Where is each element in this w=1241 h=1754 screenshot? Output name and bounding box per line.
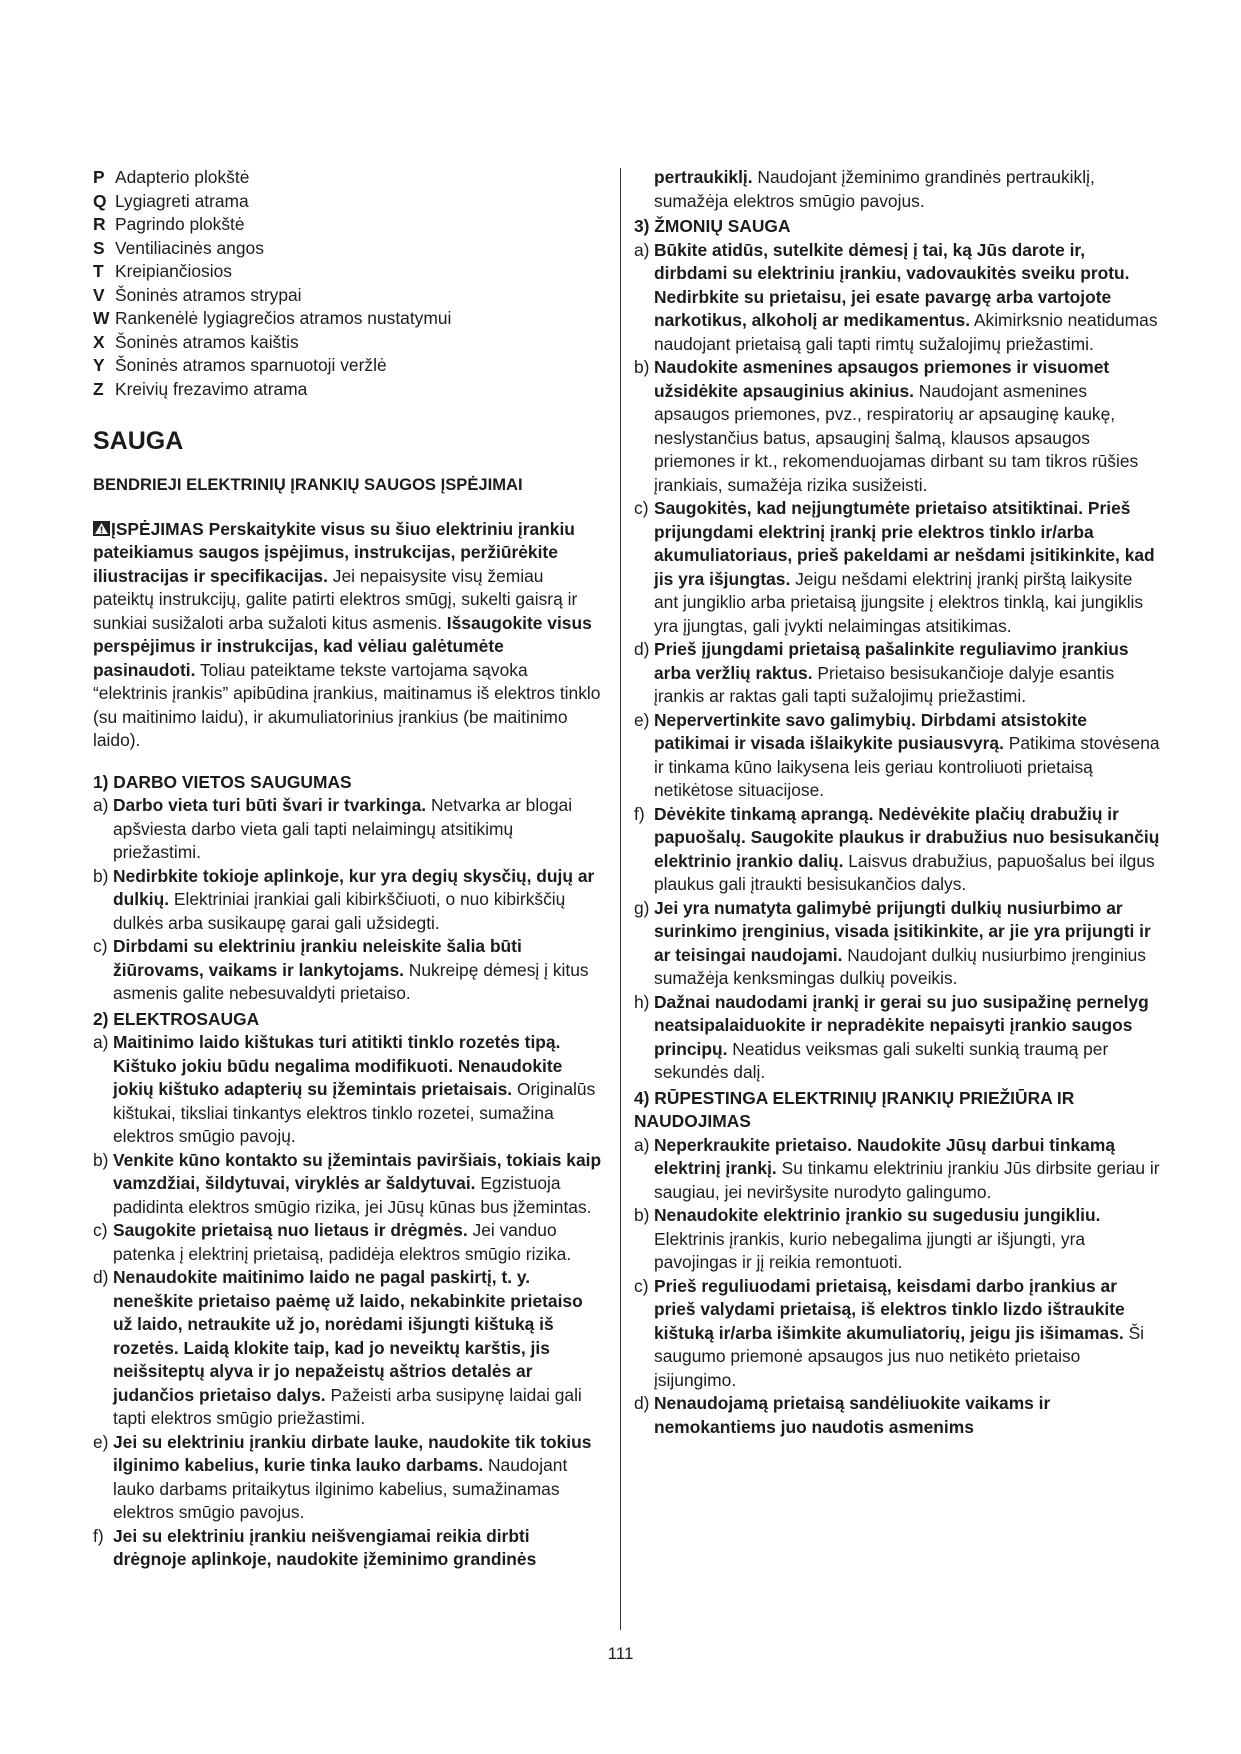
warning-triangle-icon xyxy=(93,521,110,536)
item-letter: a) xyxy=(93,1032,109,1052)
safety-item xyxy=(634,1204,1160,1275)
legend-key: P xyxy=(93,167,105,187)
legend-text: Ventiliacinės angos xyxy=(115,237,264,258)
section-work-area-safety xyxy=(93,771,605,1006)
right-column xyxy=(634,166,1160,1439)
page-number: 111 xyxy=(607,1644,634,1663)
item-bold-text: Darbo vieta turi būti švari ir tvarkinga. xyxy=(113,795,427,815)
item-text: Patikima stovėsena ir tinkama kūno laikysena leis geriau kontroliuoti prietaisą netikėtose situacijose. xyxy=(654,733,1160,800)
item-text: Laisvus drabužius, papuošalus bei ilgus plaukus gali įtraukti besisukančios dalys. xyxy=(654,850,1155,894)
item-text: Elektriniai įrankiai gali kibirkščiuoti, o nuo kibirkščių dulkės arba susikaupę garai gali užsidegti. xyxy=(113,889,566,933)
legend-key: W xyxy=(93,308,110,328)
category-heading: 4) RŪPESTINGA ELEKTRINIŲ ĮRANKIŲ PRIEŽIŪRA IR NAUDOJIMAS xyxy=(634,1087,1075,1131)
legend-row xyxy=(93,260,605,284)
item-letter: d) xyxy=(634,1393,650,1413)
item-text: Netvarka ar blogai apšviesta darbo vieta gali tapti nelaimingų atsitikimų priežastimi. xyxy=(113,795,573,862)
safety-item xyxy=(93,794,605,865)
column-divider xyxy=(620,168,621,1630)
safety-item xyxy=(93,1266,605,1431)
item-bold-text: Nedirbkite tokioje aplinkoje, kur yra degių skysčių, dujų ar dulkių. xyxy=(113,865,595,909)
legend-text: Šoninės atramos sparnuotoji veržlė xyxy=(115,355,387,375)
section-personal-safety xyxy=(634,215,1160,1085)
item-text: Elektrinis įrankis, kurio nebegalima įjungti ar išjungti, yra pavojingas ir jį reikia remontuoti. xyxy=(654,1228,1086,1272)
legend-text: Kreivių frezavimo atrama xyxy=(115,378,308,399)
section-tool-care xyxy=(634,1087,1160,1440)
safety-item xyxy=(634,638,1160,709)
item-letter: c) xyxy=(634,498,649,518)
continued-item-text xyxy=(634,166,1160,213)
safety-item xyxy=(634,1392,1160,1439)
safety-item xyxy=(93,1219,605,1266)
safety-item xyxy=(634,497,1160,638)
item-bold-text: Būkite atidūs, sutelkite dėmesį į tai, ką Jūs darote ir, dirbdami su elektriniu įrankiu, vadovaukitės sveiku protu. Nedirbkite su prietaisu, jei esate pavargę arba vartojote narkotikus, alkoholį ar medikamentus. xyxy=(654,239,1130,330)
item-letter: c) xyxy=(93,1220,108,1240)
item-bold-text: Neperkraukite prietaiso. Naudokite Jūsų darbui tinkamą elektrinį įrankį. xyxy=(654,1134,1115,1178)
legend-key: X xyxy=(93,331,105,352)
item-text: Egzistuoja padidinta elektros smūgio rizika, jei Jūsų kūnas bus įžemintas. xyxy=(113,1173,592,1217)
item-letter: a) xyxy=(634,239,650,260)
item-bold-text: Prieš reguliuodami prietaisą, keisdami darbo įrankius ar prieš valydami prietaisą, iš elektros tinklo lizdo ištraukite kištuką ir/arba išimkite akumuliatorių, jeigu jis išimamas. xyxy=(654,1275,1125,1343)
safety-item xyxy=(634,1275,1160,1393)
item-letter: h) xyxy=(634,991,650,1012)
section-title: SAUGA xyxy=(93,427,184,455)
safety-item xyxy=(93,935,605,1006)
item-text: Ši saugumo priemonė apsaugos jus nuo netikėto prietaiso įsijungimo. xyxy=(654,1322,1145,1390)
item-bold-text: Nenaudokite elektrinio įrankio su sugedusiu jungikliu. xyxy=(654,1205,1101,1225)
item-text: Naudojant dulkių nusiurbimo įrenginius sumažėja kenksmingas dulkių poveikis. xyxy=(654,944,1146,988)
item-text: Su tinkamu elektriniu įrankiu Jūs dirbsite geriau ir saugiau, jei neviršysite nurodyto galingumo. xyxy=(654,1158,1160,1202)
item-letter: a) xyxy=(93,795,109,815)
item-text: Naudojant asmenines apsaugos priemones, pvz., respiratorių ar apsauginę kaukę, neslystančius batus, apsauginį šalmą, klausos apsaugos priemones ir kt., rekomenduojamas dirbant su tam tikros rūšies įrankiais, sumažėja rizika susižeisti. xyxy=(654,380,1139,495)
item-text: Naudojant lauko darbams pritaikytus ilginimo kabelius, sumažinamas elektros smūgio pavojus. xyxy=(113,1455,568,1522)
legend-text: Kreipiančiosios xyxy=(115,261,232,281)
item-bold-text: Maitinimo laido kištukas turi atitikti tinklo rozetės tipą. Kištuko jokiu būdu negalima modifikuoti. Nenaudokite jokių kištuko adapterių su įžemintais prietaisais. xyxy=(113,1032,563,1099)
general-warnings-heading: BENDRIEJI ELEKTRINIŲ ĮRANKIŲ SAUGOS ĮSPĖJIMAI xyxy=(93,475,523,494)
legend-text: Šoninės atramos kaištis xyxy=(115,331,299,352)
category-heading: 3) ŽMONIŲ SAUGA xyxy=(634,216,791,236)
legend-row xyxy=(93,354,605,378)
item-letter: f) xyxy=(93,1525,104,1546)
item-bold-text: Jei yra numatyta galimybė prijungti dulkių nusiurbimo ar surinkimo įrenginius, visada įsitikinkite, ar jie yra prijungti ir ar teisingai naudojami. xyxy=(654,897,1151,965)
item-letter: c) xyxy=(93,936,108,956)
item-bold-text: Nepervertinkite savo galimybių. Dirbdami atsistokite patikimai ir visada išlaikykite pusiausvyrą. xyxy=(654,709,1087,753)
safety-item xyxy=(93,1031,605,1149)
legend-key: T xyxy=(93,261,104,281)
item-bold-text: Nenaudokite maitinimo laido ne pagal paskirtį, t. y. neneškite prietaiso paėmę už laido, nekabinkite prietaiso už laido, netraukite už jo, norėdami išjungti kištuką iš rozetės. Laidą klokite taip, kad jo neveiktų karštis, jis neišsiteptų alyva ir jo nepažeistų aštrios detalės ar judančios prietaiso dalys. xyxy=(113,1267,583,1405)
section-electrical-safety xyxy=(93,1008,605,1572)
legend-key: R xyxy=(93,214,106,234)
item-bold-text: Dirbdami su elektriniu įrankiu neleiskite šalia būti žiūrovams, vaikams ir lankytojams. xyxy=(113,936,522,980)
legend-key: S xyxy=(93,237,105,258)
safety-item xyxy=(634,991,1160,1085)
item-letter: c) xyxy=(634,1275,649,1296)
item-text: Originalūs kištukai, tiksliai tinkantys elektros tinklo rozetei, sumažina elektros smūgio pavojų. xyxy=(113,1079,596,1146)
item-text: Jei vanduo patenka į elektrinį prietaisą, padidėja elektros smūgio rizika. xyxy=(113,1220,572,1264)
item-bold-text: Venkite kūno kontakto su įžemintais paviršiais, tokiais kaip vamzdžiai, šildytuvai, viryklės ar šaldytuvai. xyxy=(113,1149,602,1193)
item-text: Naudojant įžeminimo grandinės pertraukiklį, sumažėja elektros smūgio pavojus. xyxy=(654,167,1095,211)
item-bold-text: Prieš įjungdami prietaisą pašalinkite reguliavimo įrankius arba veržlių raktus. xyxy=(654,639,1129,683)
safety-item xyxy=(634,803,1160,897)
item-bold-text: Saugokitės, kad neįjungtumėte prietaiso atsitiktinai. Prieš prijungdami elektrinį įrankį prie elektros tinklo ir/arba akumuliatoriaus, prieš pakeldami ar nešdami įsitikinkite, kad jis yra išjungtas. xyxy=(654,498,1155,589)
safety-item xyxy=(634,1134,1160,1205)
legend-row xyxy=(93,331,605,355)
item-text: Akimirksnio neatidumas naudojant prietaisą gali tapti rimtų sužalojimų priežastimi. xyxy=(654,310,1158,354)
parts-legend xyxy=(93,166,605,401)
safety-item xyxy=(634,709,1160,803)
item-letter: e) xyxy=(634,709,650,730)
item-bold-text: Dėvėkite tinkamą aprangą. Nedėvėkite plačių drabužių ir papuošalų. Saugokite plaukus ir drabužius nuo besisukančių elektrinio įrankio dalių. xyxy=(654,803,1160,871)
legend-row xyxy=(93,190,605,214)
item-text: Neatidus veiksmas gali sukelti sunkią traumą per sekundės dalį. xyxy=(654,1038,1109,1082)
warning-bold-text: Išsaugokite visus perspėjimus ir instrukcijas, kad vėliau galėtumėte pasinaudoti. xyxy=(93,612,592,680)
safety-item xyxy=(93,1431,605,1525)
legend-key: Z xyxy=(93,378,104,399)
warning-bold-text: ĮSPĖJIMAS Perskaitykite visus su šiuo elektriniu įrankiu pateikiamus saugos įspėjimus, instrukcijas, peržiūrėkite iliustracijas ir specifikacijas. xyxy=(93,518,575,586)
legend-row xyxy=(93,284,605,308)
legend-row xyxy=(93,213,605,237)
legend-text: Šoninės atramos strypai xyxy=(115,284,302,305)
legend-row xyxy=(93,237,605,261)
category-heading: 1) DARBO VIETOS SAUGUMAS xyxy=(93,771,352,792)
item-letter: b) xyxy=(634,1205,650,1225)
warning-text: Jei nepaisysite visų žemiau pateiktų instrukcijų, galite patirti elektros smūgį, sukelti gaisrą ir sunkiai susižaloti arba sužaloti kitus asmenis. xyxy=(93,565,578,633)
safety-item xyxy=(93,1149,605,1220)
item-bold-text: Naudokite asmenines apsaugos priemones ir visuomet užsidėkite apsauginius akinius. xyxy=(654,357,1110,401)
legend-key: Q xyxy=(93,190,107,211)
legend-key: V xyxy=(93,284,105,305)
item-text: Nukreipę dėmesį į kitus asmenis galite nebesuvaldyti prietaiso. xyxy=(113,959,589,1003)
legend-text: Lygiagreti atrama xyxy=(115,190,249,211)
item-letter: b) xyxy=(634,357,650,377)
item-letter: d) xyxy=(634,639,650,659)
safety-item xyxy=(634,239,1160,357)
item-letter: e) xyxy=(93,1431,109,1452)
legend-text: Adapterio plokštė xyxy=(115,167,250,187)
safety-item xyxy=(634,356,1160,497)
item-text: Jeigu nešdami elektrinį įrankį pirštą laikysite ant jungiklio arba prietaisą įjungsite į elektros tinklą, kai jungiklis yra įjungtas, gali įvykti nelaimingas atsitikimas. xyxy=(654,568,1144,636)
item-bold-text: Nenaudojamą prietaisą sandėliuokite vaikams ir nemokantiems juo naudotis asmenims xyxy=(654,1393,1051,1437)
item-bold-text: Saugokite prietaisą nuo lietaus ir drėgmės. xyxy=(113,1220,468,1240)
warning-text: Toliau pateiktame tekste vartojama sąvoka “elektrinis įrankis” apibūdina įrankius, maitinamus iš elektros tinklo (su maitinimo laidu), ir akumuliatorinius įrankius (be maitinimo laido). xyxy=(93,659,601,750)
item-text: Pažeisti arba susipynę laidai gali tapti elektros smūgio priežastimi. xyxy=(113,1384,582,1428)
legend-key: Y xyxy=(93,355,105,375)
item-bold-text: Dažnai naudodami įrankį ir gerai su juo susipažinę pernelyg neatsipalaiduokite ir nepradėkite nepaisyti įrankio saugos principų. xyxy=(654,991,1149,1059)
legend-text: Pagrindo plokštė xyxy=(115,214,245,234)
item-bold-text: pertraukiklį. xyxy=(654,167,753,187)
item-letter: a) xyxy=(634,1134,650,1155)
legend-row xyxy=(93,378,605,402)
item-bold-text: Jei su elektriniu įrankiu dirbate lauke, naudokite tik tokius ilginimo kabelius, kurie tinka lauko darbams. xyxy=(113,1431,592,1475)
left-column xyxy=(93,166,605,1572)
legend-text: Rankenėlė lygiagrečios atramos nustatymui xyxy=(115,308,452,328)
legend-row xyxy=(93,166,605,190)
item-letter: b) xyxy=(93,1149,109,1170)
safety-item xyxy=(634,897,1160,991)
safety-item xyxy=(93,1525,605,1572)
item-text: Prietaiso besisukančioje dalyje esantis įrankis ar raktas gali tapti sužalojimų priežastimi. xyxy=(654,662,1115,706)
item-letter: b) xyxy=(93,865,109,886)
item-letter: g) xyxy=(634,897,650,918)
item-bold-text: Jei su elektriniu įrankiu neišvengiamai reikia dirbti drėgnoje aplinkoje, naudokite įžeminimo grandinės xyxy=(113,1525,537,1569)
category-heading: 2) ELEKTROSAUGA xyxy=(93,1008,260,1029)
safety-item xyxy=(93,865,605,936)
legend-row xyxy=(93,307,605,331)
item-letter: d) xyxy=(93,1267,109,1287)
warning-paragraph xyxy=(93,518,605,753)
item-letter: f) xyxy=(634,803,645,824)
